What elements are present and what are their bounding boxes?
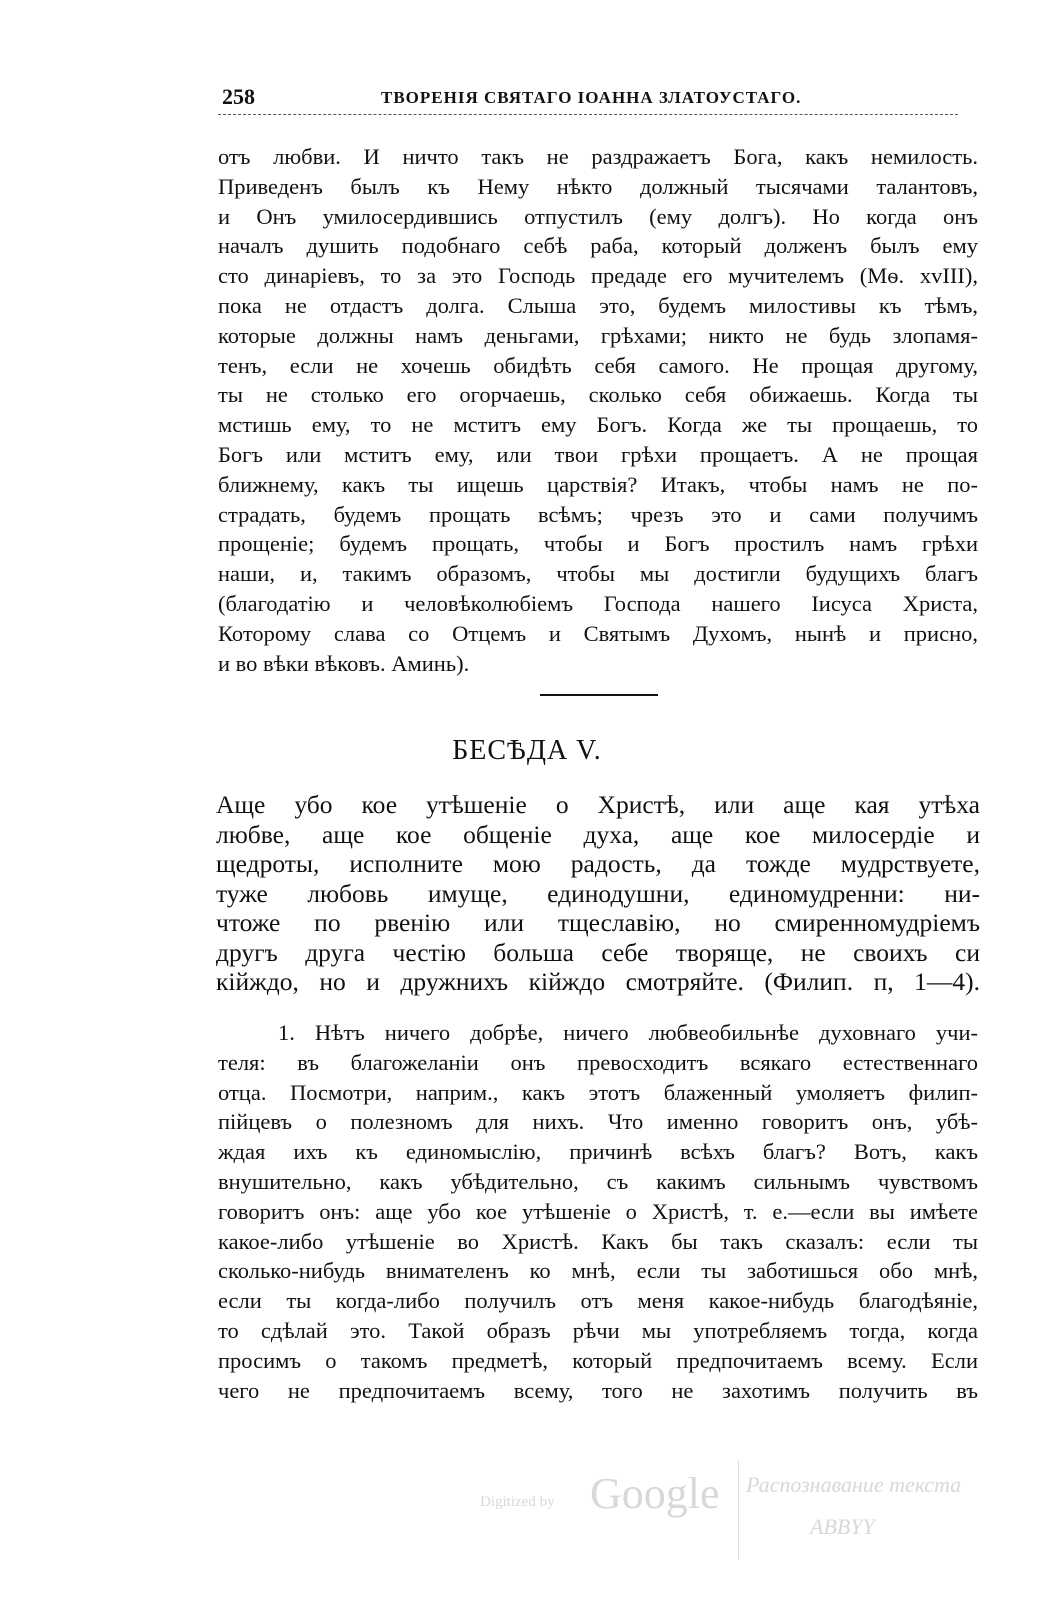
text-line: и Онъ умилосердившись отпустилъ (ему долгъ). Но когда онъ (218, 203, 978, 229)
second-paragraph (218, 1018, 978, 1405)
text-line: пока не отдастъ долга. Слыша это, будемъ милостивы къ тѣмъ, (218, 292, 978, 318)
text-line: Которому слава со Отцемъ и Святымъ Духомъ, нынѣ и присно, (218, 620, 978, 646)
text-line: 1. Нѣтъ ничего добрѣе, ничего любвеобильнѣе духовнаго учи- (278, 1020, 978, 1045)
scripture-epigraph (216, 790, 980, 997)
text-line: Приведенъ былъ къ Нему нѣкто должный тысячами талантовъ, (218, 173, 978, 199)
text-line: просимъ о такомъ предметѣ, который предпочитаемъ всему. Если (218, 1347, 978, 1373)
text-line: чтоже по рвенію или тщеславію, но смиренномудріемъ (216, 908, 980, 937)
text-line: то сдѣлай это. Такой образъ рѣчи мы употребляемъ тогда, когда (218, 1317, 978, 1343)
page-number: 258 (222, 84, 255, 109)
page-header (218, 80, 978, 112)
text-line: сколько-нибудь внимателенъ ко мнѣ, если ты заботишься обо мнѣ, (218, 1258, 978, 1284)
text-line: говоритъ онъ: аще убо кое утѣшеніе о Христѣ, т. е.—если вы имѣете (218, 1198, 978, 1224)
text-line: ты не столько его огорчаешь, сколько себя обижаешь. Когда ты (218, 382, 978, 408)
watermark-ocr-line1: Распознавание текста (746, 1472, 962, 1497)
text-line: другъ друга честію больша себе творяще, не своихъ си (216, 937, 980, 967)
text-line: мстишь ему, то не мститъ ему Богъ. Когда же ты прощаешь, то (218, 412, 978, 438)
text-line: ближнему, какъ ты ищешь царствія? Итакъ, чтобы намъ не по- (218, 471, 978, 497)
text-line: сто динаріевъ, то за это Господь предаде его мучителемъ (Мѳ. xvIII), (218, 263, 978, 289)
text-line: пійцевъ о полезномъ для нихъ. Что именно говоритъ онъ, убѣ- (218, 1109, 978, 1135)
section-divider (540, 694, 658, 696)
text-line: щедроты, исполните мою радость, да тождe мудрствуете, (216, 849, 980, 878)
text-line: туже любовь имуще, единодушни, единомудренни: ни- (216, 878, 980, 908)
text-line: наши, и, такимъ образомъ, чтобы мы достигли будущихъ благъ (218, 561, 978, 587)
text-line: прощеніе; будемъ прощать, чтобы и Богъ простилъ намъ грѣхи (218, 531, 978, 557)
text-line: какое-либо утѣшеніе во Христѣ. Какъ бы такъ сказалъ: если ты (218, 1228, 978, 1254)
text-line: если ты когда-либо получилъ отъ меня какое-нибудь благодѣяніе, (218, 1288, 978, 1314)
running-title: ТВОРЕНІЯ СВЯТАГО ІОАННА ЗЛАТОУСТАГО. (381, 88, 802, 107)
header-rule (218, 114, 958, 115)
digitization-watermark (480, 1460, 1000, 1570)
text-line: внушительно, какъ убѣдительно, съ какимъ сильнымъ чувствомъ (218, 1168, 978, 1194)
text-line: началъ душить подобнаго себѣ раба, который долженъ былъ ему (218, 233, 978, 259)
text-line: Аще убо кое утѣшеніе о Христѣ, или аще кая утѣха (216, 790, 980, 819)
text-line: которые должны намъ деньгами, грѣхами; никто не будь злопамя- (218, 322, 978, 348)
watermark-ocr-line2: ABBYY (810, 1514, 875, 1539)
text-line: теля: въ благожеланіи онъ превосходитъ всякаго естественнаго (218, 1049, 978, 1075)
text-line: отъ любви. И ничто такъ не раздражаетъ Бога, какъ немилость. (218, 144, 978, 169)
first-paragraph (218, 142, 978, 678)
text-line: любве, аще кое общеніе духа, аще кое милосердіе и (216, 819, 980, 849)
watermark-divider (738, 1460, 739, 1560)
watermark-google-logo: Google (590, 1469, 720, 1518)
text-line: чего не предпочитаемъ всему, того не захотимъ получить въ (218, 1377, 978, 1403)
text-line: Богъ или мститъ ему, или твои грѣхи прощаетъ. А не прощая (218, 441, 978, 467)
text-line: кійждо, но и дружнихъ кійждо смотряйте. (Филип. п, 1—4). (216, 967, 980, 996)
homily-title: БЕСѢДА V. (452, 735, 602, 766)
text-line: (благодатію и человѣколюбіемъ Господа нашего Іисуса Христа, (218, 590, 978, 616)
watermark-digitized-by: Digitized by (480, 1494, 555, 1510)
text-line: страдать, будемъ прощать всѣмъ; чрезъ это и сами получимъ (218, 501, 978, 527)
text-line: тенъ, если не хочешь обидѣть себя самого. Не прощая другому, (218, 352, 978, 378)
text-line: отца. Посмотри, наприм., какъ этотъ блаженный умоляетъ филип- (218, 1079, 978, 1105)
text-line: и во вѣки вѣковъ. Аминь). (218, 650, 470, 676)
text-line: ждая ихъ къ единомыслію, причинѣ всѣхъ благъ? Вотъ, какъ (218, 1139, 978, 1165)
